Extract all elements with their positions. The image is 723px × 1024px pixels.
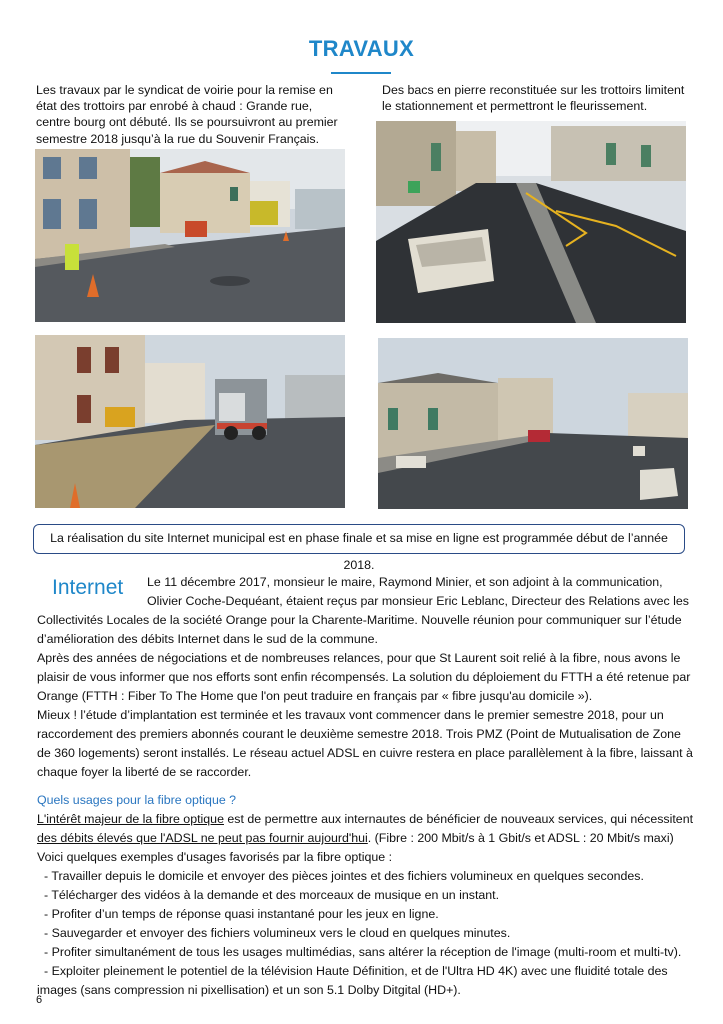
- intro-left-line: centre bourg ont débuté. Ils se poursuivront au premier: [36, 115, 338, 130]
- fibre-intro-line: [37, 810, 693, 829]
- website-notice: La réalisation du site Internet municipal est en phase finale et sa mise en ligne est programmée début de l’année 2018.: [33, 524, 685, 554]
- internet-heading: Internet: [52, 576, 124, 599]
- intro-right-text: [382, 82, 692, 114]
- internet-line: raccordement des premiers abonnés courant le deuxième semestre 2018. Trois PMZ (Point de Mutualisation de Zone: [37, 727, 681, 741]
- intro-left-line: semestre 2018 jusqu’à la rue du Souvenir Français.: [36, 131, 320, 146]
- fibre-text: est de permettre aux internautes de bénéficier de nouveaux services, qui nécessitent: [223, 812, 694, 826]
- internet-line: d’amélioration des débits Internet dans le sud de la commune.: [37, 632, 378, 646]
- internet-line: Orange (FTTH : Fiber To The Home que l'on peut traduire en français par « fibre jusqu'au domicile »).: [37, 689, 593, 703]
- internet-line: Le 11 décembre 2017, monsieur le maire, Raymond Minier, et son adjoint à la communication,: [147, 575, 663, 589]
- fibre-text: . (Fibre : 200 Mbit/s à 1 Gbit/s et ADSL : 20 Mbit/s maxi): [367, 831, 674, 845]
- fibre-usage-item: - Exploiter pleinement le potentiel de la télévision Haute Définition, et de l'Ultra HD 4K) avec une fluidité totale des: [44, 964, 668, 978]
- intro-left-text: [36, 82, 346, 147]
- photo-roadworks-1: [35, 149, 345, 322]
- intro-right-line: Des bacs en pierre reconstituée sur les trottoirs limitent: [382, 83, 685, 97]
- photo-stone-planter-2: [378, 338, 688, 509]
- fibre-usage-last-line: images (sans compression ni pixellisation) et un son 5.1 Dolby Ditgital (HD+).: [37, 983, 461, 997]
- page-number: 6: [36, 994, 43, 1006]
- fibre-usage-item: - Profiter d’un temps de réponse quasi instantané pour les jeux en ligne.: [44, 907, 439, 921]
- internet-line: Collectivités Locales de la société Orange pour la Charente-Maritime. Nouvelle réunion pour communiquer sur l’étude: [37, 613, 682, 627]
- intro-right-line: le stationnement et permettront le fleurissement.: [382, 99, 648, 114]
- title-underline: [331, 72, 391, 74]
- fibre-question: Quels usages pour la fibre optique ?: [37, 793, 237, 807]
- fibre-underlined-text: L'intérêt majeur de la fibre optique: [37, 812, 224, 826]
- intro-left-line: Les travaux par le syndicat de voirie pour la remise en: [36, 83, 333, 97]
- fibre-usage-item: - Profiter simultanément de tous les usages multimédias, sans altérer la réception de l'image (multi-room et multi-tv).: [44, 945, 682, 959]
- fibre-usage-item: - Travailler depuis le domicile et envoyer des pièces jointes et des fichiers volumineux en quelques secondes.: [44, 869, 644, 883]
- photo-roadworks-2: [35, 335, 345, 508]
- internet-line: Mieux ! l’étude d’implantation est terminée et les travaux vont commencer dans le premier semestre 2018, pour un: [37, 708, 664, 722]
- fibre-usage-item: - Télécharger des vidéos à la demande et des morceaux de musique en un instant.: [44, 888, 500, 902]
- internet-line: Après des années de négociations et de nombreuses relances, pour que St Laurent soit relié à la fibre, nous avons le: [37, 651, 681, 665]
- photo-stone-planter-1: [376, 121, 686, 323]
- page-title: TRAVAUX: [308, 36, 415, 61]
- fibre-intro-line: [37, 829, 674, 848]
- internet-line: plaisir de vous informer que nos efforts sont enfin récompensés. La solution du déploiement du FTTH a été retenue par: [37, 670, 691, 684]
- internet-line: de 360 logements) seront installés. Le réseau actuel ADSL en cuivre restera en place parallèlement à la fibre, laissant à: [37, 746, 693, 760]
- internet-line: chaque foyer la liberté de se raccorder.: [37, 765, 252, 779]
- internet-line: Olivier Coche-Dequéant, étaient reçus par monsieur Eric Leblanc, Directeur des Relations avec les: [147, 594, 690, 608]
- fibre-examples-intro: Voici quelques exemples d'usages favorisés par la fibre optique :: [37, 850, 393, 864]
- intro-left-line: état des trottoirs par enrobé à chaud : Grande rue,: [36, 99, 313, 114]
- fibre-underlined-text: des débits élevés que l'ADSL ne peut pas fournir aujourd'hui: [37, 831, 368, 845]
- fibre-usage-item: - Sauvegarder et envoyer des fichiers volumineux vers le cloud en quelques minutes.: [44, 926, 511, 940]
